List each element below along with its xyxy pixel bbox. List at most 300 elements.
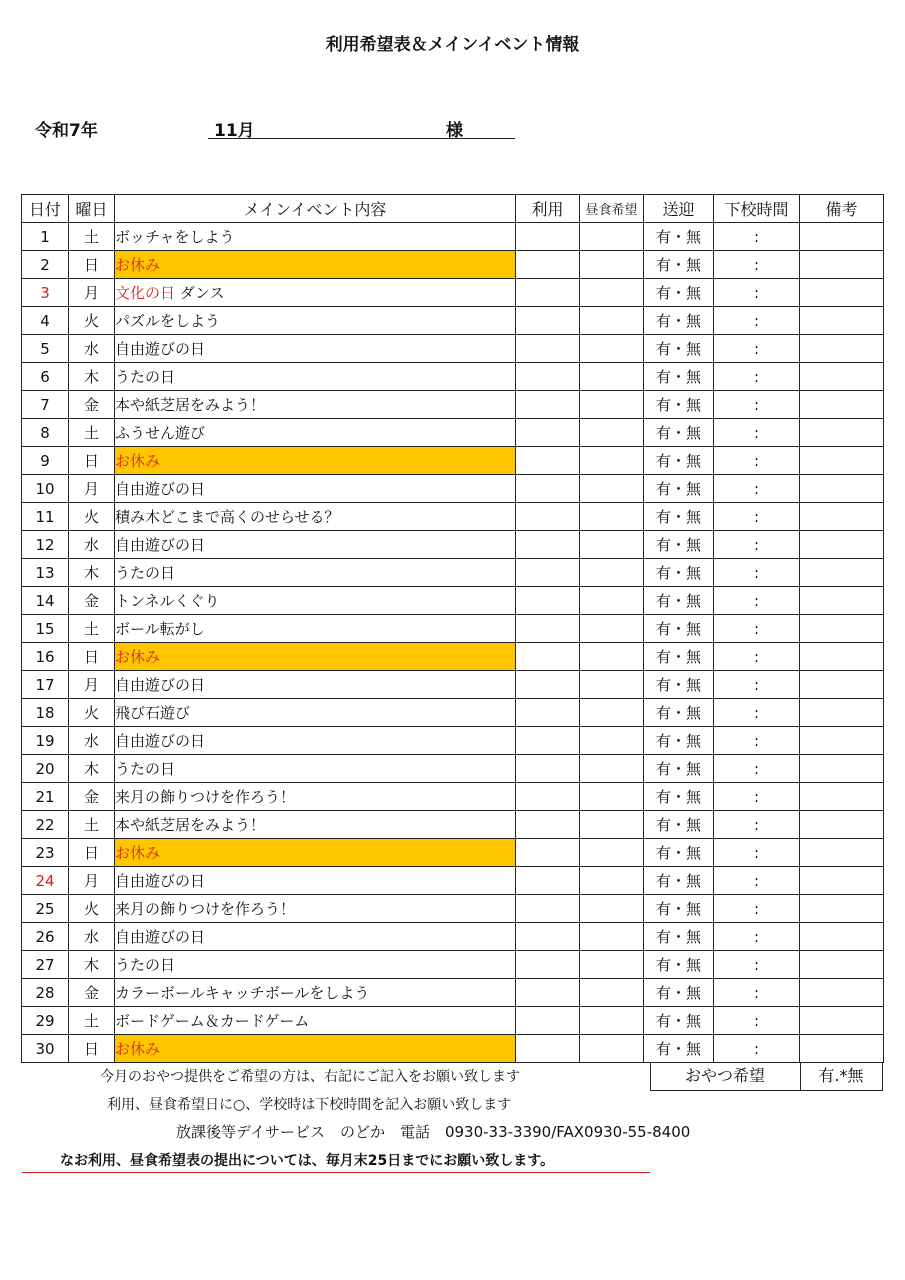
dismissal-time-cell[interactable]: :	[714, 867, 800, 895]
weekday: 月	[69, 671, 115, 699]
remarks-cell[interactable]	[800, 335, 884, 363]
event-text: パズルをしよう	[115, 312, 221, 330]
header-event: メインイベント内容	[115, 195, 516, 223]
month-label: 11月	[214, 121, 255, 141]
event-cell	[115, 1007, 516, 1035]
event-highlight-text: 文化の日	[115, 284, 176, 302]
table-row	[22, 419, 884, 447]
table-row	[22, 531, 884, 559]
transport-choice[interactable]: 有・無	[644, 419, 714, 447]
transport-choice[interactable]: 有・無	[644, 363, 714, 391]
use-cell[interactable]	[516, 923, 580, 951]
event-text: 自由遊びの日	[115, 676, 206, 694]
day-number: 9	[22, 447, 69, 475]
era-year: 令和7年	[35, 121, 98, 141]
weekday: 月	[69, 279, 115, 307]
transport-choice[interactable]: 有・無	[644, 867, 714, 895]
transport-choice[interactable]: 有・無	[644, 951, 714, 979]
event-highlight-text: お休み	[115, 452, 161, 470]
dismissal-time-cell[interactable]: :	[714, 279, 800, 307]
use-cell[interactable]	[516, 1007, 580, 1035]
use-cell[interactable]	[516, 755, 580, 783]
use-cell[interactable]	[516, 307, 580, 335]
lunch-cell[interactable]	[580, 671, 644, 699]
day-number: 12	[22, 531, 69, 559]
weekday: 火	[69, 307, 115, 335]
lunch-cell[interactable]	[580, 923, 644, 951]
weekday: 金	[69, 587, 115, 615]
remarks-cell[interactable]	[800, 223, 884, 251]
lunch-cell[interactable]	[580, 643, 644, 671]
event-text: 自由遊びの日	[115, 872, 206, 890]
day-number: 1	[22, 223, 69, 251]
use-cell[interactable]	[516, 951, 580, 979]
weekday: 月	[69, 475, 115, 503]
event-cell	[115, 839, 516, 867]
transport-choice[interactable]: 有・無	[644, 839, 714, 867]
day-number: 22	[22, 811, 69, 839]
transport-choice[interactable]: 有・無	[644, 335, 714, 363]
day-number: 17	[22, 671, 69, 699]
day-number: 28	[22, 979, 69, 1007]
transport-choice[interactable]: 有・無	[644, 587, 714, 615]
weekday: 土	[69, 223, 115, 251]
day-number: 15	[22, 615, 69, 643]
dismissal-time-cell[interactable]: :	[714, 503, 800, 531]
dismissal-time-cell[interactable]: :	[714, 895, 800, 923]
lunch-cell[interactable]	[580, 447, 644, 475]
table-row	[22, 615, 884, 643]
event-cell	[115, 279, 516, 307]
office-contact: 放課後等デイサービス のどか 電話 0930-33-3390/FAX0930-55-8400	[176, 1123, 691, 1141]
table-row	[22, 923, 884, 951]
event-cell	[115, 223, 516, 251]
lunch-cell[interactable]	[580, 951, 644, 979]
event-cell	[115, 811, 516, 839]
day-number: 27	[22, 951, 69, 979]
table-header-row	[22, 195, 884, 223]
event-highlight-text: お休み	[115, 256, 161, 274]
dismissal-time-cell[interactable]: :	[714, 727, 800, 755]
dismissal-time-cell[interactable]: :	[714, 363, 800, 391]
use-cell[interactable]	[516, 391, 580, 419]
remarks-cell[interactable]	[800, 671, 884, 699]
weekday: 土	[69, 615, 115, 643]
lunch-cell[interactable]	[580, 839, 644, 867]
event-text: 来月の飾りつけを作ろう！	[115, 788, 296, 806]
table-row	[22, 643, 884, 671]
remarks-cell[interactable]	[800, 363, 884, 391]
day-number: 20	[22, 755, 69, 783]
dismissal-time-cell[interactable]: :	[714, 251, 800, 279]
transport-choice[interactable]: 有・無	[644, 699, 714, 727]
lunch-cell[interactable]	[580, 419, 644, 447]
remarks-cell[interactable]	[800, 951, 884, 979]
remarks-cell[interactable]	[800, 699, 884, 727]
dismissal-time-cell[interactable]: :	[714, 419, 800, 447]
red-underline	[22, 1172, 650, 1173]
schedule-table	[21, 194, 884, 1063]
table-row	[22, 223, 884, 251]
lunch-cell[interactable]	[580, 755, 644, 783]
event-cell	[115, 951, 516, 979]
event-cell	[115, 643, 516, 671]
table-row	[22, 867, 884, 895]
day-number: 6	[22, 363, 69, 391]
event-cell	[115, 923, 516, 951]
transport-choice[interactable]: 有・無	[644, 923, 714, 951]
use-cell[interactable]	[516, 1035, 580, 1063]
event-cell	[115, 979, 516, 1007]
table-row	[22, 335, 884, 363]
lunch-cell[interactable]	[580, 895, 644, 923]
dismissal-time-cell[interactable]: :	[714, 1035, 800, 1063]
event-text: ボッチャをしよう	[115, 228, 235, 246]
remarks-cell[interactable]	[800, 615, 884, 643]
event-cell	[115, 307, 516, 335]
transport-choice[interactable]: 有・無	[644, 223, 714, 251]
dismissal-time-cell[interactable]: :	[714, 979, 800, 1007]
table-row	[22, 755, 884, 783]
event-text: ボードゲーム＆カードゲーム	[115, 1012, 310, 1030]
header-dismissal: 下校時間	[714, 195, 800, 223]
event-text: 自由遊びの日	[115, 480, 206, 498]
lunch-cell[interactable]	[580, 811, 644, 839]
use-cell[interactable]	[516, 335, 580, 363]
dismissal-time-cell[interactable]: :	[714, 307, 800, 335]
day-number: 5	[22, 335, 69, 363]
use-cell[interactable]	[516, 839, 580, 867]
deadline-note: なお利用、昼食希望表の提出については、毎月末25日までにお願い致します。	[60, 1153, 555, 1169]
remarks-cell[interactable]	[800, 419, 884, 447]
event-highlight-text: お休み	[115, 844, 161, 862]
remarks-cell[interactable]	[800, 1007, 884, 1035]
lunch-cell[interactable]	[580, 1007, 644, 1035]
table-row	[22, 391, 884, 419]
transport-choice[interactable]: 有・無	[644, 447, 714, 475]
transport-choice[interactable]: 有・無	[644, 559, 714, 587]
lunch-cell[interactable]	[580, 335, 644, 363]
remarks-cell[interactable]	[800, 559, 884, 587]
page-title: 利用希望表＆メインイベント情報	[325, 35, 580, 55]
event-highlight-text: お休み	[115, 1040, 161, 1058]
table-row	[22, 447, 884, 475]
use-cell[interactable]	[516, 783, 580, 811]
event-text: ボール転がし	[115, 620, 205, 638]
use-cell[interactable]	[516, 279, 580, 307]
remarks-cell[interactable]	[800, 727, 884, 755]
remarks-cell[interactable]	[800, 307, 884, 335]
dismissal-time-cell[interactable]: :	[714, 811, 800, 839]
event-text: 自由遊びの日	[115, 340, 206, 358]
snack-note: 今月のおやつ提供をご希望の方は、右記にご記入をお願い致します	[100, 1069, 520, 1085]
header-transport: 送迎	[644, 195, 714, 223]
remarks-cell[interactable]	[800, 643, 884, 671]
day-number: 30	[22, 1035, 69, 1063]
transport-choice[interactable]: 有・無	[644, 671, 714, 699]
table-row	[22, 671, 884, 699]
weekday: 火	[69, 895, 115, 923]
use-cell[interactable]	[516, 419, 580, 447]
weekday: 日	[69, 839, 115, 867]
dismissal-time-cell[interactable]: :	[714, 475, 800, 503]
instruction-note: 利用、昼食希望日に○、学校時は下校時間を記入お願い致します	[107, 1097, 512, 1113]
remarks-cell[interactable]	[800, 867, 884, 895]
header-lunch: 昼食希望	[580, 195, 644, 223]
day-number: 24	[22, 867, 69, 895]
lunch-cell[interactable]	[580, 391, 644, 419]
lunch-cell[interactable]	[580, 559, 644, 587]
table-row	[22, 363, 884, 391]
event-cell	[115, 531, 516, 559]
lunch-cell[interactable]	[580, 867, 644, 895]
use-cell[interactable]	[516, 979, 580, 1007]
transport-choice[interactable]: 有・無	[644, 755, 714, 783]
snack-request-choice[interactable]: 有.*無	[818, 1066, 864, 1085]
use-cell[interactable]	[516, 503, 580, 531]
remarks-cell[interactable]	[800, 755, 884, 783]
day-number: 21	[22, 783, 69, 811]
event-cell	[115, 671, 516, 699]
weekday: 土	[69, 1007, 115, 1035]
event-text: 積み木どこまで高くのせらせる？	[115, 508, 340, 526]
day-number: 4	[22, 307, 69, 335]
event-highlight-text: お休み	[115, 648, 161, 666]
day-number: 13	[22, 559, 69, 587]
event-cell	[115, 699, 516, 727]
transport-choice[interactable]: 有・無	[644, 391, 714, 419]
transport-choice[interactable]: 有・無	[644, 727, 714, 755]
weekday: 月	[69, 867, 115, 895]
weekday: 水	[69, 727, 115, 755]
dismissal-time-cell[interactable]: :	[714, 1007, 800, 1035]
use-cell[interactable]	[516, 447, 580, 475]
dismissal-time-cell[interactable]: :	[714, 559, 800, 587]
use-cell[interactable]	[516, 867, 580, 895]
use-cell[interactable]	[516, 475, 580, 503]
lunch-cell[interactable]	[580, 251, 644, 279]
header-weekday: 曜日	[69, 195, 115, 223]
weekday: 木	[69, 363, 115, 391]
dismissal-time-cell[interactable]: :	[714, 783, 800, 811]
day-number: 23	[22, 839, 69, 867]
name-honorific: 様	[446, 121, 463, 141]
event-text: 本や紙芝居をみよう！	[115, 396, 266, 414]
lunch-cell[interactable]	[580, 727, 644, 755]
table-row	[22, 307, 884, 335]
lunch-cell[interactable]	[580, 223, 644, 251]
weekday: 木	[69, 951, 115, 979]
dismissal-time-cell[interactable]: :	[714, 335, 800, 363]
remarks-cell[interactable]	[800, 587, 884, 615]
transport-choice[interactable]: 有・無	[644, 783, 714, 811]
day-number: 10	[22, 475, 69, 503]
weekday: 水	[69, 335, 115, 363]
dismissal-time-cell[interactable]: :	[714, 587, 800, 615]
remarks-cell[interactable]	[800, 447, 884, 475]
remarks-cell[interactable]	[800, 839, 884, 867]
transport-choice[interactable]: 有・無	[644, 1007, 714, 1035]
event-text: 自由遊びの日	[115, 928, 206, 946]
event-text: うたの日	[115, 368, 176, 386]
table-row	[22, 699, 884, 727]
transport-choice[interactable]: 有・無	[644, 615, 714, 643]
use-cell[interactable]	[516, 531, 580, 559]
remarks-cell[interactable]	[800, 531, 884, 559]
lunch-cell[interactable]	[580, 979, 644, 1007]
dismissal-time-cell[interactable]: :	[714, 839, 800, 867]
event-cell	[115, 615, 516, 643]
dismissal-time-cell[interactable]: :	[714, 951, 800, 979]
lunch-cell[interactable]	[580, 279, 644, 307]
remarks-cell[interactable]	[800, 251, 884, 279]
table-row	[22, 559, 884, 587]
use-cell[interactable]	[516, 811, 580, 839]
use-cell[interactable]	[516, 727, 580, 755]
weekday: 水	[69, 531, 115, 559]
name-underline	[208, 138, 515, 139]
day-number: 26	[22, 923, 69, 951]
event-cell	[115, 895, 516, 923]
dismissal-time-cell[interactable]: :	[714, 223, 800, 251]
event-cell	[115, 559, 516, 587]
remarks-cell[interactable]	[800, 895, 884, 923]
weekday: 金	[69, 783, 115, 811]
dismissal-time-cell[interactable]: :	[714, 447, 800, 475]
event-text: 来月の飾りつけを作ろう！	[115, 900, 296, 918]
day-number: 3	[22, 279, 69, 307]
dismissal-time-cell[interactable]: :	[714, 615, 800, 643]
table-row	[22, 475, 884, 503]
table-row	[22, 811, 884, 839]
dismissal-time-cell[interactable]: :	[714, 391, 800, 419]
day-number: 2	[22, 251, 69, 279]
use-cell[interactable]	[516, 559, 580, 587]
weekday: 土	[69, 811, 115, 839]
transport-choice[interactable]: 有・無	[644, 895, 714, 923]
remarks-cell[interactable]	[800, 979, 884, 1007]
day-number: 14	[22, 587, 69, 615]
transport-choice[interactable]: 有・無	[644, 643, 714, 671]
use-cell[interactable]	[516, 223, 580, 251]
table-row	[22, 727, 884, 755]
event-cell	[115, 447, 516, 475]
event-text: ふうせん遊び	[115, 424, 206, 442]
lunch-cell[interactable]	[580, 503, 644, 531]
event-cell	[115, 503, 516, 531]
event-text: 飛び石遊び	[115, 704, 191, 722]
use-cell[interactable]	[516, 615, 580, 643]
weekday: 日	[69, 447, 115, 475]
transport-choice[interactable]: 有・無	[644, 811, 714, 839]
remarks-cell[interactable]	[800, 279, 884, 307]
transport-choice[interactable]: 有・無	[644, 475, 714, 503]
remarks-cell[interactable]	[800, 1035, 884, 1063]
weekday: 金	[69, 979, 115, 1007]
transport-choice[interactable]: 有・無	[644, 531, 714, 559]
event-text: 自由遊びの日	[115, 732, 206, 750]
remarks-cell[interactable]	[800, 475, 884, 503]
event-text: うたの日	[115, 956, 176, 974]
event-cell	[115, 251, 516, 279]
lunch-cell[interactable]	[580, 1035, 644, 1063]
day-number: 25	[22, 895, 69, 923]
use-cell[interactable]	[516, 699, 580, 727]
use-cell[interactable]	[516, 643, 580, 671]
header-use: 利用	[516, 195, 580, 223]
day-number: 11	[22, 503, 69, 531]
remarks-cell[interactable]	[800, 811, 884, 839]
remarks-cell[interactable]	[800, 391, 884, 419]
transport-choice[interactable]: 有・無	[644, 503, 714, 531]
use-cell[interactable]	[516, 895, 580, 923]
remarks-cell[interactable]	[800, 783, 884, 811]
event-cell	[115, 727, 516, 755]
day-number: 7	[22, 391, 69, 419]
remarks-cell[interactable]	[800, 923, 884, 951]
event-text: 自由遊びの日	[115, 536, 206, 554]
remarks-cell[interactable]	[800, 503, 884, 531]
lunch-cell[interactable]	[580, 475, 644, 503]
use-cell[interactable]	[516, 251, 580, 279]
dismissal-time-cell[interactable]: :	[714, 699, 800, 727]
event-text: ダンス	[175, 284, 225, 302]
lunch-cell[interactable]	[580, 587, 644, 615]
event-cell	[115, 783, 516, 811]
weekday: 水	[69, 923, 115, 951]
use-cell[interactable]	[516, 587, 580, 615]
event-text: 本や紙芝居をみよう！	[115, 816, 266, 834]
table-row	[22, 1035, 884, 1063]
dismissal-time-cell[interactable]: :	[714, 755, 800, 783]
lunch-cell[interactable]	[580, 363, 644, 391]
lunch-cell[interactable]	[580, 531, 644, 559]
table-row	[22, 587, 884, 615]
transport-choice[interactable]: 有・無	[644, 251, 714, 279]
dismissal-time-cell[interactable]: :	[714, 531, 800, 559]
transport-choice[interactable]: 有・無	[644, 1035, 714, 1063]
event-text: うたの日	[115, 760, 176, 778]
weekday: 火	[69, 699, 115, 727]
lunch-cell[interactable]	[580, 699, 644, 727]
dismissal-time-cell[interactable]: :	[714, 643, 800, 671]
header-date: 日付	[22, 195, 69, 223]
table-row	[22, 979, 884, 1007]
day-number: 18	[22, 699, 69, 727]
table-row	[22, 279, 884, 307]
table-row	[22, 839, 884, 867]
table-row	[22, 1007, 884, 1035]
lunch-cell[interactable]	[580, 615, 644, 643]
weekday: 火	[69, 503, 115, 531]
event-cell	[115, 755, 516, 783]
event-cell	[115, 363, 516, 391]
use-cell[interactable]	[516, 671, 580, 699]
transport-choice[interactable]: 有・無	[644, 307, 714, 335]
dismissal-time-cell[interactable]: :	[714, 923, 800, 951]
lunch-cell[interactable]	[580, 307, 644, 335]
transport-choice[interactable]: 有・無	[644, 979, 714, 1007]
transport-choice[interactable]: 有・無	[644, 279, 714, 307]
day-number: 19	[22, 727, 69, 755]
table-row	[22, 783, 884, 811]
weekday: 土	[69, 419, 115, 447]
use-cell[interactable]	[516, 363, 580, 391]
event-text: カラーボールキャッチボールをしよう	[115, 984, 370, 1002]
lunch-cell[interactable]	[580, 783, 644, 811]
dismissal-time-cell[interactable]: :	[714, 671, 800, 699]
day-number: 16	[22, 643, 69, 671]
